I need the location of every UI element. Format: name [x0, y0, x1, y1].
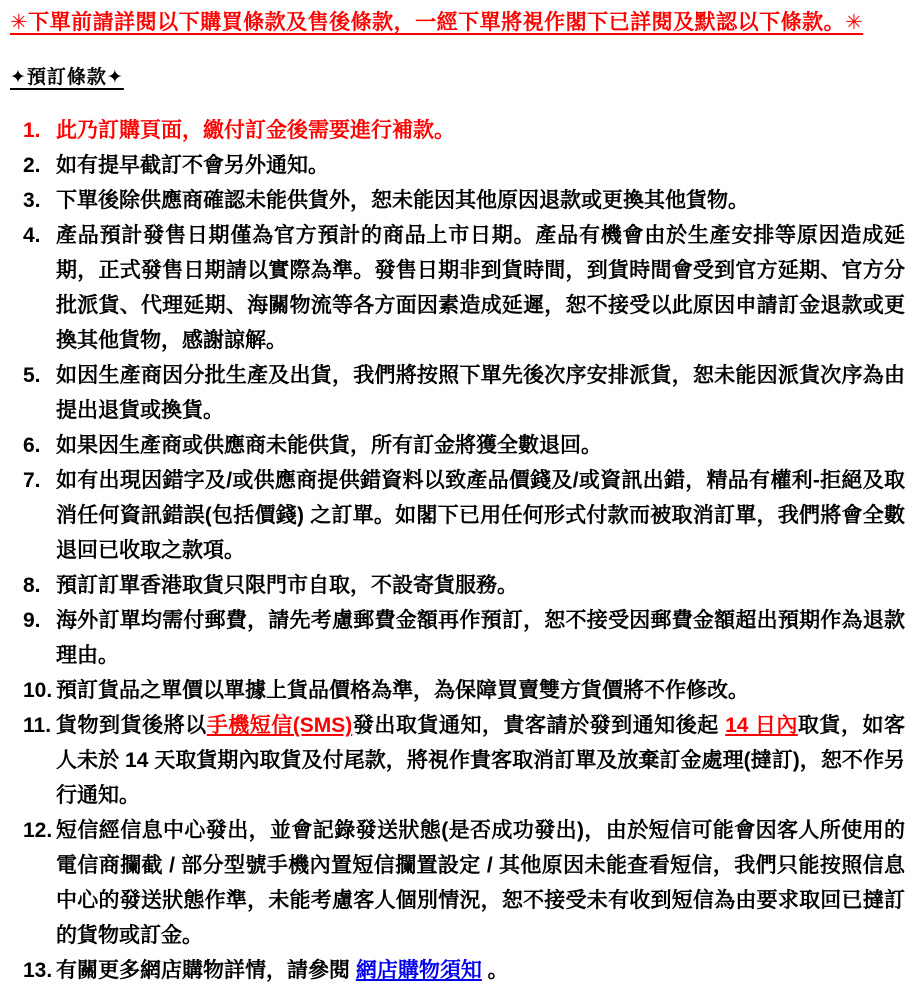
term-text: 預訂貨品之單價以單據上貨品價格為準，為保障買賣雙方貨價將不作修改。 [56, 679, 749, 703]
term-number: 3. [23, 189, 41, 213]
term-number: 2. [23, 154, 41, 178]
term-text: 海外訂單均需付郵費，請先考慮郵費金額再作預訂，恕不接受因郵費金額超出預期作為退款理由。 [56, 609, 905, 668]
term-item [10, 953, 905, 988]
term-number: 4. [23, 224, 41, 248]
term-item [10, 673, 905, 708]
section-title: ✦預訂條款✦ [10, 67, 124, 89]
term-item [10, 148, 905, 183]
term-text: 產品預計發售日期僅為官方預計的商品上市日期。產品有機會由於生產安排等原因造成延期，正式發售日期請以實際為準。發售日期非到貨時間，到貨時間會受到官方延期、官方分批派貨、代理延期、海關物流等各方面因素造成延遲，恕不接受以此原因申請訂金退款或更換其他貨物，感謝諒解。 [56, 224, 905, 353]
term-number: 12. [23, 819, 53, 843]
store-shopping-guide-link[interactable]: 網店購物須知 [355, 959, 482, 983]
term-number: 5. [23, 364, 41, 388]
term-text: 如因生產商因分批生產及出貨，我們將按照下單先後次序安排派貨，恕未能因派貨次序為由提出退貨或換貨。 [56, 364, 905, 423]
term-number: 13. [23, 959, 53, 983]
term-text: 。 [481, 959, 509, 983]
term-text: 此乃訂購頁面，繳付訂金後需要進行補款。 [56, 119, 455, 143]
term-text: 下單後除供應商確認未能供貨外，恕未能因其他原因退款或更換其他貨物。 [56, 189, 749, 213]
term-text: 發出取貨通知，貴客請於發到通知後起 [352, 714, 726, 738]
purchase-notice-header: ✳下單前請詳閱以下購買條款及售後條款，一經下單將視作閣下已詳閱及默認以下條款。✳ [10, 11, 864, 34]
term-number: 11. [23, 714, 52, 738]
term-item [10, 463, 905, 568]
term-text: 如有提早截訂不會另外通知。 [56, 154, 329, 178]
pickup-deadline-link[interactable]: 14 日內 [725, 714, 798, 738]
term-number: 7. [23, 469, 41, 493]
term-item [10, 813, 905, 953]
term-number: 9. [23, 609, 41, 633]
term-item [10, 568, 905, 603]
term-text: 如有出現因錯字及/或供應商提供錯資料以致產品價錢及/或資訊出錯，精品有權利-拒絕及取消任何資訊錯誤(包括價錢) 之訂單。如閣下已用任何形式付款而被取消訂單，我們將會全數退回已收取之款項。 [56, 469, 905, 563]
term-item [10, 218, 905, 358]
term-item [10, 113, 905, 148]
term-item [10, 603, 905, 673]
term-text: 貨物到貨後將以 [56, 714, 207, 738]
term-number: 1. [23, 119, 41, 143]
terms-list [10, 113, 905, 988]
term-item [10, 708, 905, 813]
term-item [10, 428, 905, 463]
term-text: 如果因生產商或供應商未能供貨，所有訂金將獲全數退回。 [56, 434, 602, 458]
term-text: 取貨，如客人未於 14 天取貨期內取貨及付尾款，將視作貴客取消訂單及放棄訂金處理(撻訂)，恕不作另行通知。 [56, 714, 906, 808]
term-item [10, 358, 905, 428]
section-title-row [10, 62, 905, 89]
term-text: 預訂訂單香港取貨只限門市自取，不設寄貨服務。 [56, 574, 518, 598]
term-number: 10. [23, 679, 53, 703]
term-text: 有關更多網店購物詳情，請參閱 [56, 959, 356, 983]
term-number: 8. [23, 574, 41, 598]
term-item [10, 183, 905, 218]
term-text: 短信經信息中心發出，並會記錄發送狀態(是否成功發出)，由於短信可能會因客人所使用的電信商攔截 / 部分型號手機內置短信攔置設定 / 其他原因未能查看短信，我們只能按照信息中心的發送狀態作準，未能考慮客人個別情況，恕不接受未有收到短信為由要求取回已撻訂的貨物或訂金。 [56, 819, 905, 948]
sms-notice-link[interactable]: 手機短信(SMS) [206, 714, 353, 738]
term-number: 6. [23, 434, 41, 458]
